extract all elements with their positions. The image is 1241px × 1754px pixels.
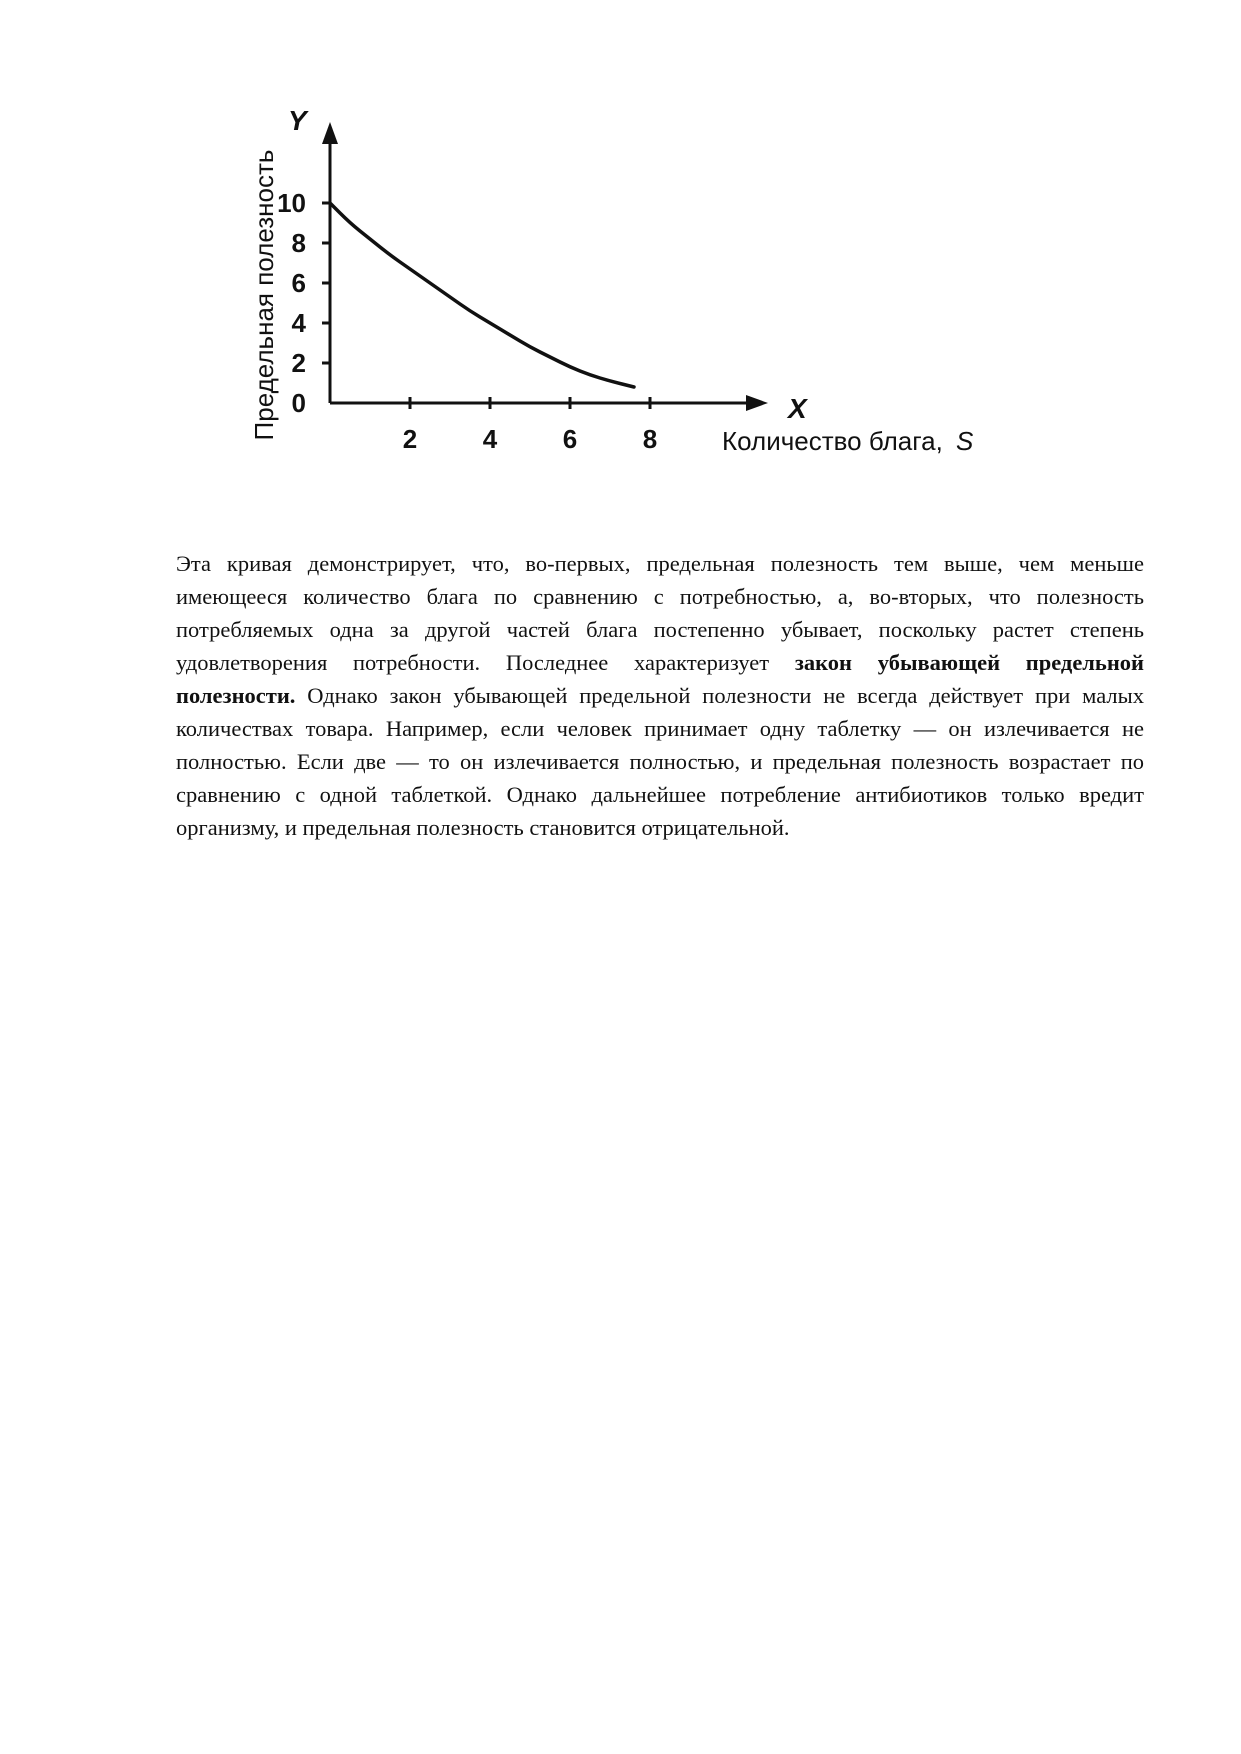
x-tick-label: 4 [482,424,498,454]
x-axis-arrowhead [746,395,768,411]
x-axis-letter: X [788,393,807,424]
body-paragraph [176,547,1144,844]
x-axis-title-main: Количество блага, [722,426,943,456]
paragraph-intro: Эта кривая демонстрирует, что, во-первых, предельная полезность тем выше, чем меньше имеющееся количество блага по сравнению с потребностью, а, во-вторых, что полезность потребляемых одна за другой частей блага постепенно убывает, поскольку растет степень удовлетворения потребности. Последнее характеризует [176,551,1144,675]
y-axis-title: Предельная полезность [249,149,279,441]
x-tick-label: 8 [642,424,658,454]
y-tick-label: 6 [291,268,306,298]
y-tick-label: 2 [291,348,306,378]
y-tick-label: 10 [277,188,306,218]
x-tick-label: 2 [402,424,418,454]
series-line [330,203,634,387]
y-tick-label: 8 [291,228,306,258]
y-tick-label: 0 [291,388,306,418]
y-axis-letter: Y [288,105,307,136]
x-tick-label: 6 [562,424,578,454]
x-axis-title-variable: S [956,426,974,456]
y-tick-label: 4 [291,308,306,338]
y-axis-arrowhead [322,122,338,144]
x-axis-title [722,426,974,456]
marginal-utility-chart [230,100,1090,530]
paragraph-rest: Однако закон убывающей предельной полезности не всегда действует при малых количествах товара. Например, если человек принимает одну таблетку — он излечивается не полностью. Если две — то он излечивается полностью, и предельная полезность возрастает по сравнению с одной таблеткой. Однако дальнейшее потребление антибиотиков только вредит организму, и предельная полезность становится отрицательной. [176,683,1144,840]
law-term: закон убывающей предельной полезности. [176,650,1145,708]
